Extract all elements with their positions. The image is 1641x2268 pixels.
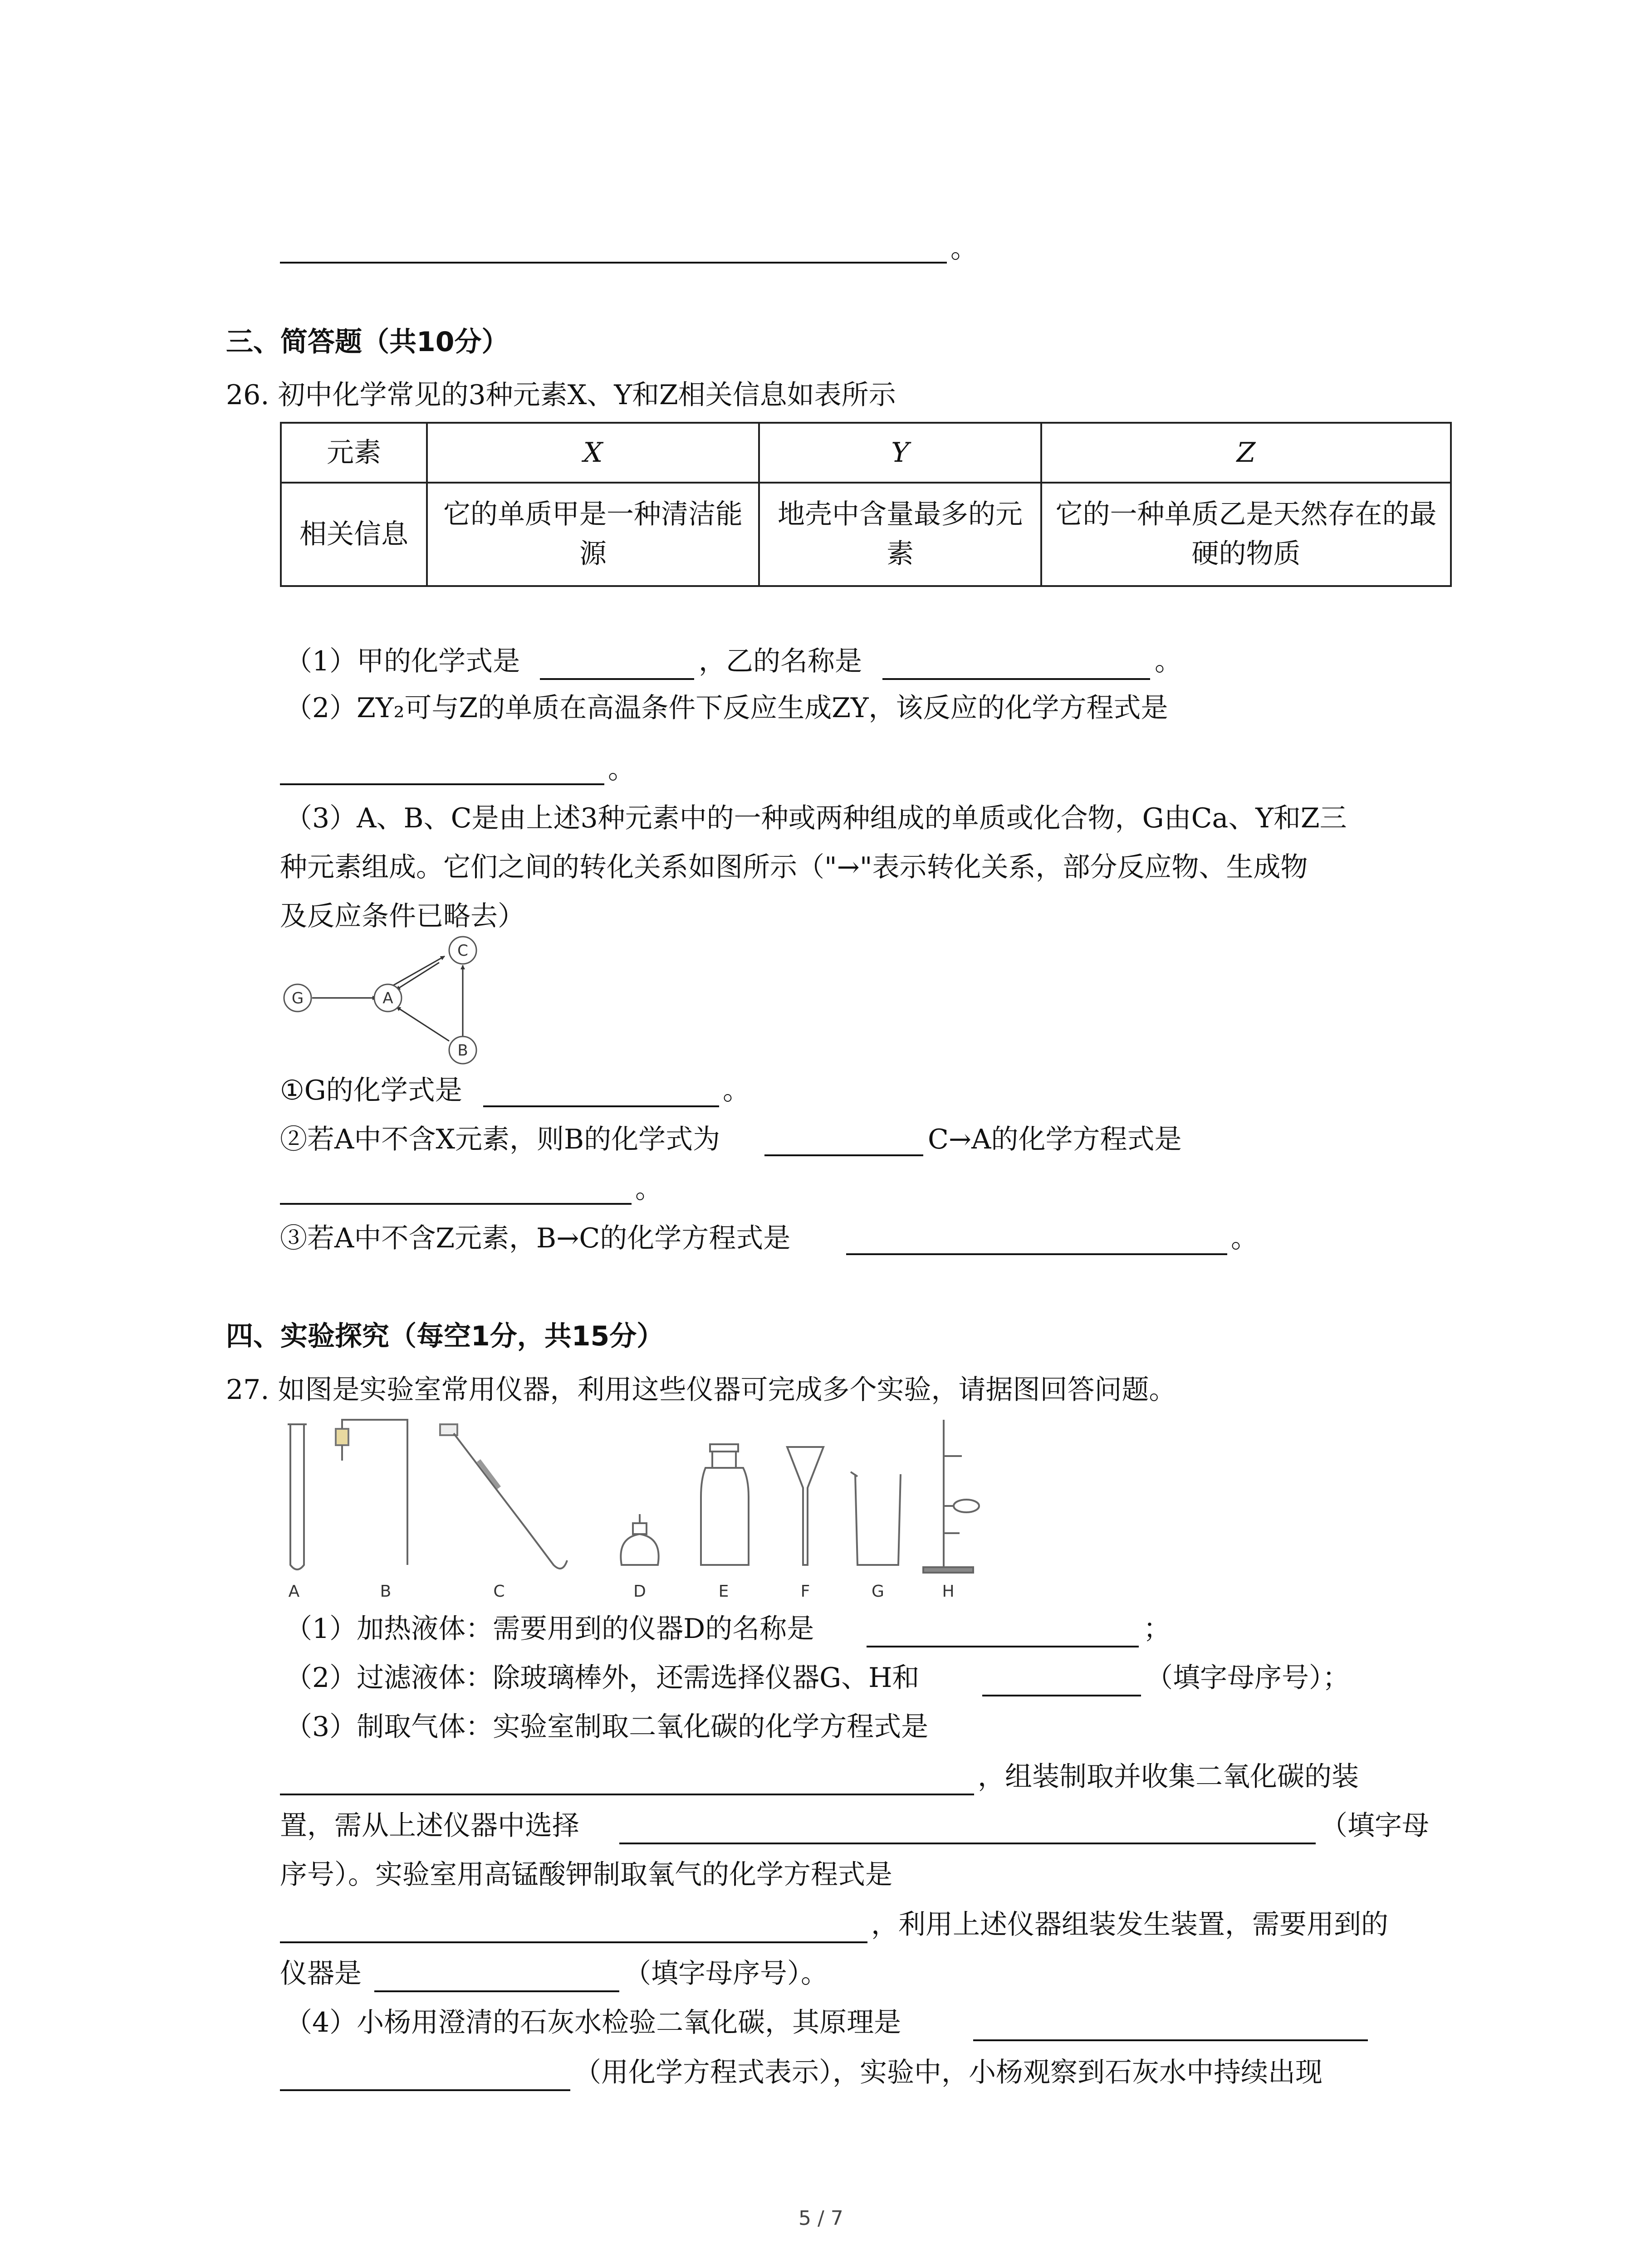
node-a-label: A <box>382 989 393 1007</box>
long-delivery-tube-icon <box>440 1424 567 1569</box>
answer-blank[interactable] <box>280 1203 632 1205</box>
element-info-table <box>280 422 1452 587</box>
lab-apparatus-illustration <box>272 1415 1053 1606</box>
answer-blank[interactable] <box>280 2089 570 2091</box>
node-b-label: B <box>457 1041 468 1060</box>
q27-part3-text: 置，需从上述仪器中选择 <box>280 1810 579 1842</box>
q26-part3-text: （3）A、B、C是由上述3种元素中的一种或两种组成的单质或化合物，G由Ca、Y和Z三 <box>285 802 1347 834</box>
period: 。 <box>1231 1222 1258 1254</box>
period: 。 <box>723 1075 750 1106</box>
beaker-icon <box>851 1472 901 1565</box>
q27-part1-text: ； <box>1143 1613 1171 1645</box>
q26-part1-text: ，乙的名称是 <box>699 645 862 677</box>
section-heading: 三、简答题（共10分） <box>226 326 509 358</box>
arrow-b-to-a <box>397 1007 449 1041</box>
q27-part3-text: （3）制取气体：实验室制取二氧化碳的化学方程式是 <box>285 1711 929 1743</box>
section-heading: 四、实验探究（每空1分，共15分） <box>226 1320 664 1352</box>
q26-sub1-text: ①G的化学式是 <box>280 1075 462 1106</box>
answer-blank[interactable] <box>846 1253 1227 1255</box>
q26-sub2-text: C→A的化学方程式是 <box>928 1124 1182 1155</box>
q27-part3-text: 仪器是 <box>280 1958 362 1989</box>
period: 。 <box>950 233 978 264</box>
iron-stand-icon <box>923 1420 979 1573</box>
arrow-a-to-c <box>390 956 445 987</box>
answer-blank[interactable] <box>280 1941 867 1943</box>
q27-part3-text: （填字母 <box>1320 1810 1429 1842</box>
question-27-stem: 27. 如图是实验室常用仪器，利用这些仪器可完成多个实验，请据图回答问题。 <box>226 1374 1176 1406</box>
answer-blank[interactable] <box>982 1695 1141 1696</box>
node-g-label: G <box>291 989 304 1007</box>
test-tube-icon <box>288 1424 307 1569</box>
period: 。 <box>608 753 635 785</box>
q27-part3-text: ，组装制取并收集二氧化碳的装 <box>978 1761 1359 1793</box>
node-c-label: C <box>457 942 468 960</box>
q27-part2-text: （填字母序号）； <box>1146 1662 1350 1694</box>
answer-blank[interactable] <box>882 678 1150 680</box>
table-header-element: 元素 <box>281 423 427 483</box>
q26-part1-text: （1）甲的化学式是 <box>285 645 520 677</box>
q27-part2-text: （2）过滤液体：除玻璃棒外，还需选择仪器G、H和 <box>285 1662 920 1694</box>
answer-blank[interactable] <box>540 678 694 680</box>
q26-sub3-text: ③若A中不含Z元素，B→C的化学方程式是 <box>280 1222 791 1254</box>
table-cell-x: 它的单质甲是一种清洁能源 <box>427 483 759 586</box>
apparatus-label: D <box>633 1582 646 1601</box>
node-c <box>449 937 476 964</box>
question-26-stem: 26. 初中化学常见的3种元素X、Y和Z相关信息如表所示 <box>226 379 896 411</box>
answer-blank[interactable] <box>483 1105 719 1107</box>
node-b <box>449 1036 476 1064</box>
answer-blank[interactable] <box>973 2039 1368 2041</box>
q26-part1-text: 。 <box>1155 645 1182 677</box>
period: 。 <box>635 1173 662 1205</box>
answer-blank[interactable] <box>280 1794 974 1795</box>
transformation-diagram <box>268 925 504 1066</box>
q27-part4-text: （4）小杨用澄清的石灰水检验二氧化碳，其原理是 <box>285 2007 901 2038</box>
q27-part3-text: （填字母序号）。 <box>624 1958 828 1989</box>
answer-blank[interactable] <box>619 1843 1316 1844</box>
q26-part3-text: 及反应条件已略去） <box>280 900 525 932</box>
q27-part1-text: （1）加热液体：需要用到的仪器D的名称是 <box>285 1613 814 1645</box>
q27-part3-text: 序号）。实验室用高锰酸钾制取氧气的化学方程式是 <box>280 1859 892 1891</box>
page-number: 5 / 7 <box>798 2207 843 2230</box>
answer-blank[interactable] <box>374 1990 619 1992</box>
funnel-icon <box>787 1447 823 1565</box>
q27-part3-text: ，利用上述仪器组装发生装置，需要用到的 <box>871 1909 1388 1941</box>
table-row-label: 相关信息 <box>281 483 427 586</box>
answer-blank[interactable] <box>280 783 604 785</box>
reagent-bottle-icon <box>701 1444 749 1565</box>
arrow-c-to-a <box>396 963 439 990</box>
node-g <box>284 984 311 1012</box>
q26-part2-text: （2）ZY₂可与Z的单质在高温条件下反应生成ZY，该反应的化学方程式是 <box>285 692 1168 724</box>
apparatus-label: E <box>718 1582 729 1601</box>
apparatus-label: G <box>872 1582 884 1601</box>
table-header-z: Z <box>1041 423 1451 483</box>
apparatus-label: F <box>800 1582 810 1601</box>
q27-part4-text: （用化学方程式表示），实验中，小杨观察到石灰水中持续出现 <box>574 2057 1323 2088</box>
apparatus-label: H <box>942 1582 955 1601</box>
table-cell-z: 它的一种单质乙是天然存在的最硬的物质 <box>1041 483 1451 586</box>
q26-sub2-text: ②若A中不含X元素，则B的化学式为 <box>280 1124 720 1155</box>
node-a <box>374 984 402 1012</box>
stopper-tube-icon <box>336 1420 407 1565</box>
answer-blank[interactable] <box>867 1646 1139 1647</box>
answer-blank[interactable] <box>764 1154 923 1156</box>
alcohol-lamp-icon <box>621 1514 658 1565</box>
apparatus-label: B <box>380 1582 392 1601</box>
q26-part3-text: 种元素组成。它们之间的转化关系如图所示（"→"表示转化关系，部分反应物、生成物 <box>280 851 1308 883</box>
apparatus-label: C <box>493 1582 505 1601</box>
answer-blank[interactable] <box>280 262 947 264</box>
table-header-y: Y <box>759 423 1041 483</box>
apparatus-label: A <box>288 1582 300 1601</box>
table-cell-y: 地壳中含量最多的元素 <box>759 483 1041 586</box>
table-header-x: X <box>427 423 759 483</box>
